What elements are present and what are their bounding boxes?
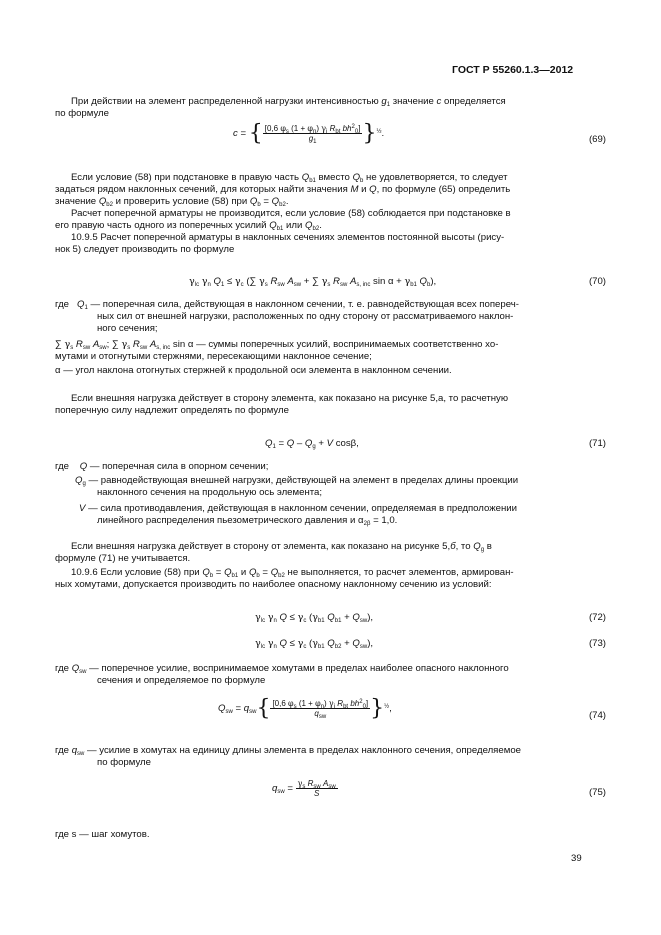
formula-70: $\gamma_{lc}$ $\gamma_n$ $Q_1 \le \gamma_c$ (∑ $\gamma_s$ $R_{sw}$ $A_{sw}$ + ∑ $\gamma_s$ $R_{sw}$ $A_{s, inc}$ $\sin \alpha + \gamma_{b1}$ $Q_b$), xyxy=(189,276,437,288)
paragraph-line: При действии на элемент распределенной нагрузки интенсивностью $g_1$ значение c определяется xyxy=(71,96,506,108)
paragraph-line: поперечную силу надлежит определять по формуле xyxy=(55,405,289,416)
paragraph-line: Если условие (58) при подстановке в правую часть $Q_{b1}$ вместо $Q_b$ не удовлетворяется, то следует xyxy=(71,172,508,184)
equation-number: (74) xyxy=(588,710,606,721)
formula-75: $q_{sw}$ = $\frac{\gamma_s R_{sw} A_{sw}}{S}$ xyxy=(272,779,336,798)
equation-number: (70) xyxy=(588,276,606,287)
where-line: где Q — поперечная сила в опорном сечении; xyxy=(55,461,269,472)
where-line: где $Q_{sw}$ — поперечное усилие, воспринимаемое хомутами в пределах наиболее опасного наклонного xyxy=(55,663,509,675)
equation-number: (69) xyxy=(588,134,606,145)
where-line: $Q_g$ — равнодействующая внешней нагрузки, действующей на элемент в пределах длины проекции xyxy=(75,475,519,487)
paragraph-line: 10.9.6 Если условие (58) при $Q_b = Q_{b1}$ и $Q_b = Q_{b2}$ не выполняется, то расчет элементов, армирован- xyxy=(71,567,514,579)
equation-number: (73) xyxy=(588,638,606,649)
formula-71: $Q_1 = Q - Q_g + V$ cosβ, xyxy=(265,438,359,450)
paragraph-line: ных хомутами, допускается производить по наиболее опасному наклонному сечению из условий: xyxy=(55,579,492,590)
paragraph-line: формуле (71) не учитывается. xyxy=(55,553,191,564)
where-line: по формуле xyxy=(97,757,151,768)
where-line: где $q_{sw}$ — усилие в хомутах на единицу длины элемента в пределах наклонного сечения, определяемое xyxy=(55,745,521,757)
paragraph-line: значение $Q_{b2}$ и проверить условие (58) при $Q_b = Q_{b2}$. xyxy=(55,196,289,208)
formula-72: $\gamma_{lc}$ $\gamma_n$ $Q \le \gamma_c$ ($\gamma_{b1}$ $Q_{b1} + Q_{sw}$), xyxy=(255,612,374,624)
where-line: где $Q_1$ — поперечная сила, действующая в наклонном сечении, т. е. равнодействующая всех попереч- xyxy=(55,299,519,311)
document-header: ГОСТ Р 55260.1.3—2012 xyxy=(452,64,574,76)
paragraph-line: Если внешняя нагрузка действует в сторону от элемента, как показано на рисунке 5,б, то $Q_g$ в xyxy=(71,541,492,553)
paragraph-line: 10.9.5 Расчет поперечной арматуры в наклонных сечениях элементов постоянной высоты (рису- xyxy=(71,232,505,243)
page-number: 39 xyxy=(571,853,582,864)
paragraph-line: по формуле xyxy=(55,108,109,119)
equation-number: (71) xyxy=(588,438,606,449)
equation-number: (75) xyxy=(588,787,606,798)
paragraph-line: нок 5) следует производить по формуле xyxy=(55,244,235,255)
paragraph-line: Расчет поперечной арматуры не производится, если условие (58) соблюдается при подстановке в xyxy=(71,208,511,219)
where-line: α — угол наклона отогнутых стержней к продольной оси элемента в наклонном сечении. xyxy=(55,365,452,376)
equation-number: (72) xyxy=(588,612,606,623)
where-line: ного сечения; xyxy=(97,323,158,334)
paragraph-line: задаться рядом наклонных сечений, для которых найти значения M и Q, по формуле (65) определить xyxy=(55,184,511,195)
paragraph-line: Если внешняя нагрузка действует в сторону элемента, как показано на рисунке 5,а, то расчетную xyxy=(71,393,509,404)
where-line: линейного распределения пьезометрического давления и $\alpha_{2\beta} = 1,0$. xyxy=(97,515,398,527)
formula-74: $Q_{sw} = q_{sw}${ $\frac{[0,6 \varphi_s (1 + \varphi_n) \gamma_i R_{bt} bh^2_0]}{q_{sw}}$ }$^{\frac{1}{2}}$, xyxy=(218,696,392,721)
where-line: мутами и отогнутыми стержнями, пересекающими наклонное сечение; xyxy=(55,351,372,362)
where-line: сечения и определяемое по формуле xyxy=(97,675,266,686)
where-line: ных сил от внешней нагрузки, расположенных по одну сторону от рассматриваемого наклон- xyxy=(97,311,514,322)
where-line: наклонного сечения на продольную ось элемента; xyxy=(97,487,323,498)
where-line: ∑ $\gamma_s$ $R_{sw}$ $A_{sw}$; ∑ $\gamma_s$ $R_{sw}$ $A_{s, inc}$ sin α — суммы поперечных усилий, воспринимаемых соответственно хо- xyxy=(55,339,499,351)
where-line: где s — шаг хомутов. xyxy=(55,829,150,840)
formula-69: c = { $\frac{[0,6 \varphi_s (1 + \varphi_n) \gamma_i R_{bt} bh^2_0]}{g_1}$ }$^{\frac{1}{2}}$. xyxy=(233,121,385,146)
formula-73: $\gamma_{lc}$ $\gamma_n$ $Q \le \gamma_c$ ($\gamma_{b1}$ $Q_{b2} + Q_{sw}$), xyxy=(255,638,374,650)
paragraph-line: его правую часть одного из поперечных усилий $Q_{b1}$ или $Q_{b2}$. xyxy=(55,220,322,232)
where-line: V — сила противодавления, действующая в наклонном сечении, определяемая в предположении xyxy=(79,503,517,514)
